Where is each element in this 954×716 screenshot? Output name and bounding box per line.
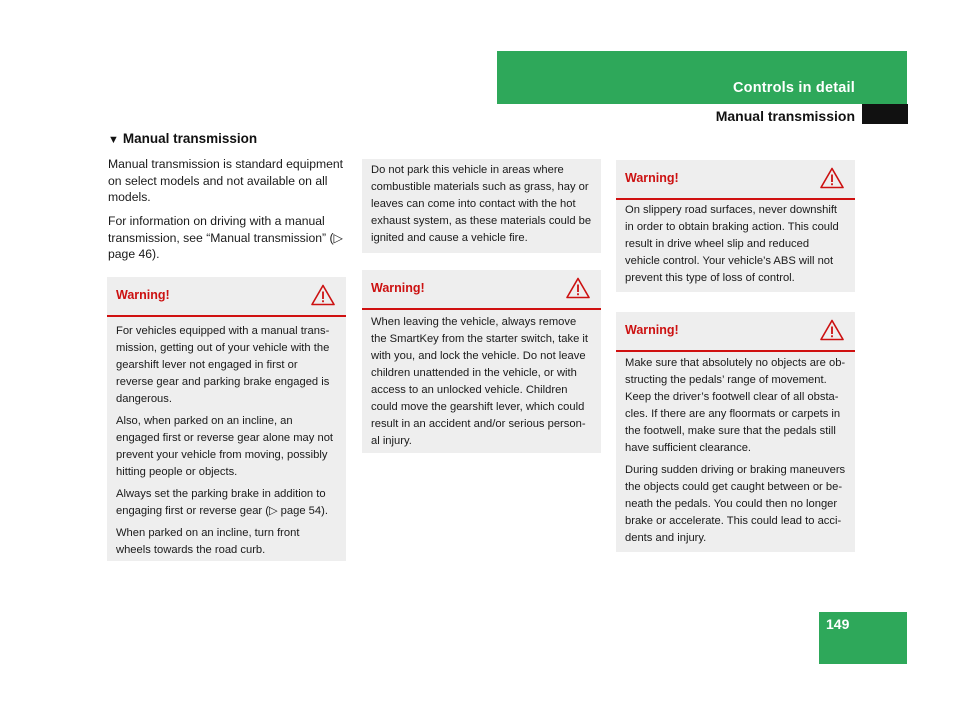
- warning-text: During sudden driving or braking maneuvers the objects could get caught between or be-neath the pedals. You could then no longer brake or accelerate. This could lead to acci-dents and injury.: [625, 464, 846, 544]
- warning-text: When parked on an incline, turn front wheels towards the road curb.: [116, 527, 300, 556]
- warning-header: [362, 270, 601, 310]
- heading-text: Manual transmission: [122, 131, 258, 146]
- header-marker-block: [862, 104, 908, 124]
- warning-text: Always set the parking brake in addition to engaging first or reverse gear (▷ page 54).: [116, 488, 328, 517]
- warning-text: For vehicles equipped with a manual trans-mission, getting out of your vehicle with the gearshift lever not engaged in first or reverse gear and parking brake engaged is dangerous.: [116, 325, 330, 405]
- note-text: Do not park this vehicle in areas where combustible materials such as grass, hay or leaves can come into contact with the hot exhaust system, as these materials could be ignited and cause a vehicle fire.: [371, 164, 592, 244]
- warning-text: On slippery road surfaces, never downshift in order to obtain braking action. This could result in drive wheel slip and reduced vehicle control. Your vehicle’s ABS will not prevent this type of loss of control.: [625, 204, 839, 284]
- warning-label: Warning!: [625, 171, 679, 185]
- page-number: 149: [826, 616, 850, 632]
- warning-box: [107, 277, 346, 561]
- warning-box: [362, 270, 601, 453]
- warning-triangle-icon: [820, 319, 844, 341]
- warning-header: [616, 312, 855, 352]
- section-heading: [108, 131, 257, 146]
- warning-text: Make sure that absolutely no objects are ob-structing the pedals’ range of movement. Keep the driver’s footwell clear of all obsta-cles. If there are any floormats or carpets in the footwell, make sure that the pedals still have sufficient clearance.: [625, 357, 846, 454]
- warning-box: [616, 160, 855, 292]
- warning-header: [616, 160, 855, 200]
- note-box: [362, 159, 601, 253]
- intro-paragraph: For information on driving with a manual transmission, see “Manual transmission” (▷ page 46).: [108, 214, 343, 261]
- warning-text: When leaving the vehicle, always remove the SmartKey from the starter switch, take it with you, and lock the vehicle. Do not leave children unattended in the vehicle, or with access to an unlocked vehicle. Children could move the gearshift lever, which could result in an accident and/or serious person-al injury.: [371, 316, 588, 447]
- warning-label: Warning!: [625, 323, 679, 337]
- section-header-bar: [497, 51, 907, 104]
- warning-header: [107, 277, 346, 317]
- section-title: Controls in detail: [732, 80, 855, 96]
- warning-label: Warning!: [371, 281, 425, 295]
- intro-paragraph: Manual transmission is standard equipment on select models and not available on all models.: [108, 157, 344, 204]
- warning-box: [616, 312, 855, 552]
- warning-text: Also, when parked on an incline, an engaged first or reverse gear alone may not prevent your vehicle from moving, possibly hitting people or objects.: [116, 415, 334, 478]
- warning-triangle-icon: [311, 284, 335, 306]
- warning-triangle-icon: [820, 167, 844, 189]
- subsection-title: Manual transmission: [715, 108, 855, 124]
- page-number-tab: [819, 612, 907, 664]
- warning-label: Warning!: [116, 288, 170, 302]
- triangle-bullet-icon: ▼: [108, 134, 119, 146]
- warning-triangle-icon: [566, 277, 590, 299]
